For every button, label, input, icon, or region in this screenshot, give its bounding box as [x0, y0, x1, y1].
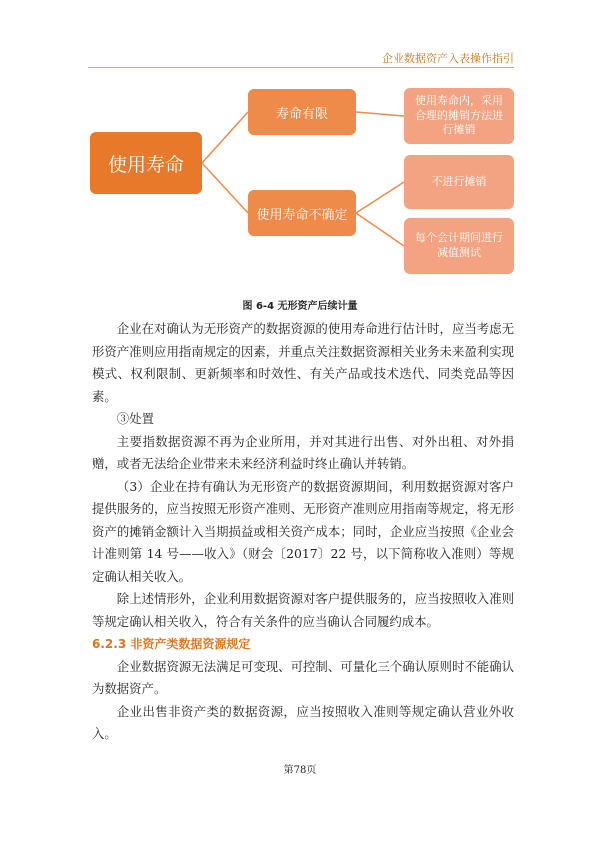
- paragraph: ③处置: [116, 411, 154, 426]
- page-number: 第78页: [283, 765, 317, 776]
- connector-root-mid1: [202, 112, 248, 163]
- diagram-leaf-no-amortize: 不进行摊销: [404, 155, 514, 209]
- header-title: 企业数据资产入表操作指引: [382, 52, 514, 65]
- paragraph: 企业出售非资产类的数据资源，应当按照收入准则等规定确认营业外收入。: [92, 703, 514, 741]
- paragraph: 主要指数据资源不再为企业所用，并对其进行出售、对外出租、对外捐赠，或者无法给企业带来未来经济利益时终止确认并转销。: [92, 433, 514, 471]
- connector-root-mid2: [202, 163, 248, 213]
- diagram-leaf-impairment-test: 每个会计期间进行减值测试: [404, 218, 514, 274]
- paragraph: 企业在对确认为无形资产的数据资源的使用寿命进行估计时，应当考虑无形资产准则应用指南规定的因素，并重点关注数据资源相关业务未来盈利实现模式、权利限制、更新频率和时效性、有关产品或技术迭代、同类竞品等因素。: [92, 321, 514, 404]
- amortization-diagram: [0, 0, 600, 300]
- paragraph: 除上述情形外，企业利用数据资源对客户提供服务的，应当按照收入准则等规定确认相关收入，符合有关条件的应当确认合同履约成本。: [92, 591, 514, 629]
- body-text: [92, 318, 514, 746]
- connector-mid1-leaf1: [356, 112, 404, 116]
- figure-caption: 图 6-4 无形资产后续计量: [242, 301, 358, 312]
- paragraph: 企业数据资源无法满足可变现、可控制、可量化三个确认原则时不能确认为数据资产。: [92, 658, 514, 696]
- diagram-node-limited-life: 寿命有限: [248, 89, 356, 135]
- connector-mid2-leaf3: [356, 213, 404, 246]
- section-heading: 6.2.3 非资产类数据资源规定: [92, 637, 251, 651]
- connector-mid2-leaf2: [356, 182, 404, 213]
- diagram-leaf-amortize: 使用寿命内，采用合理的摊销方法进行摊销: [404, 88, 514, 144]
- paragraph: （3）企业在持有确认为无形资产的数据资源期间，利用数据资源对客户提供服务的，应当按照无形资产准则、无形资产准则应用指南等规定，将无形资产的摊销金额计入当期损益或相关资产成本；同时，企业应当按照《企业会计准则第 14 号——收入》（财会〔2017〕22 号，以下简称收入准则）等规定确认相关收入。: [92, 478, 514, 584]
- diagram-node-indefinite-life: 使用寿命不确定: [248, 190, 356, 236]
- diagram-root-node: 使用寿命: [90, 132, 202, 194]
